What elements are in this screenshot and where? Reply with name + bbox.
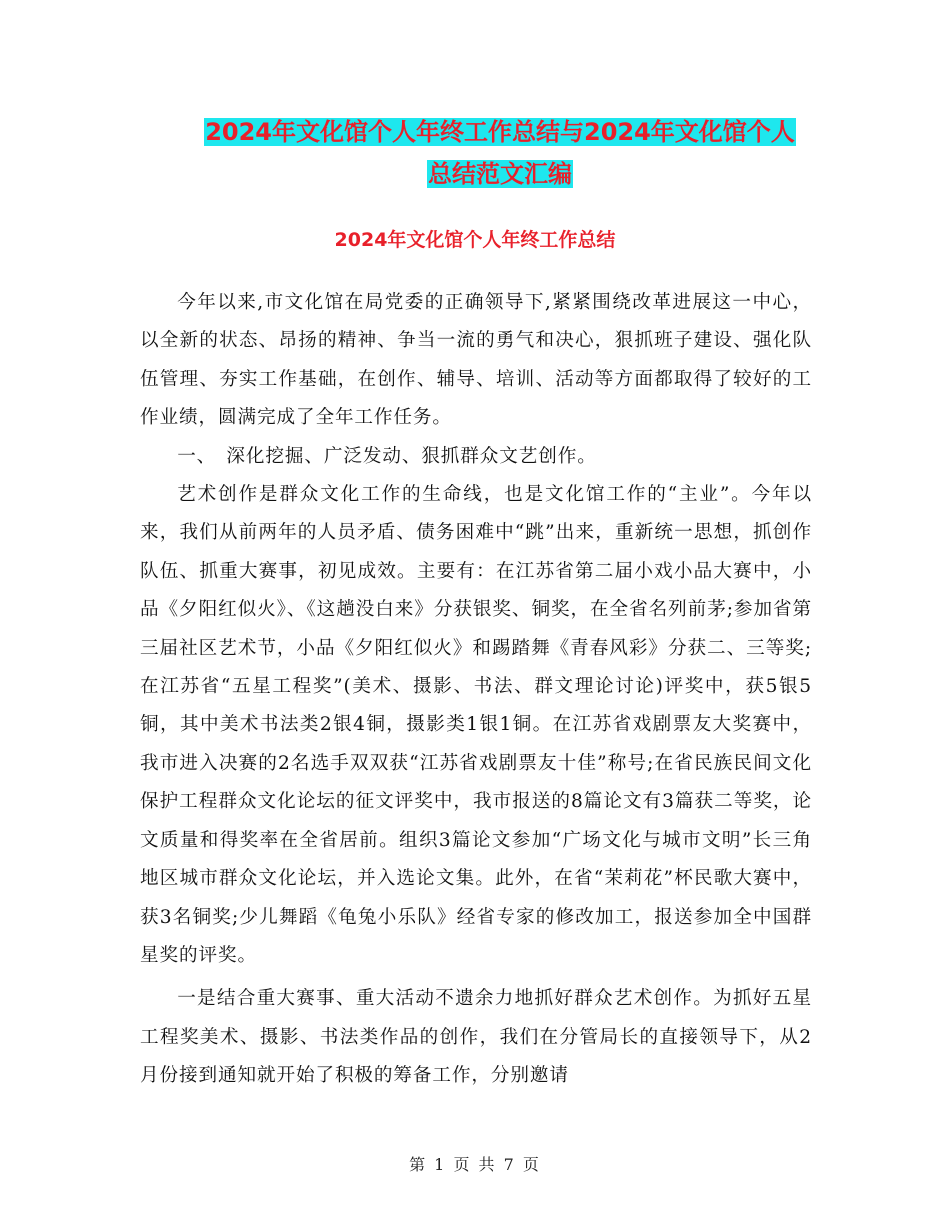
paragraph-point-1: 一是结合重大赛事、重大活动不遗余力地抓好群众艺术创作。为抓好五星工程奖美术、摄影、书法类作品的创作，我们在分管局长的直接领导下，从2月份接到通知就开始了积极的筹备工作，分别邀请 bbox=[140, 988, 812, 1087]
document-body bbox=[140, 284, 812, 1096]
document-title-line-2-text: 总结范文汇编 bbox=[428, 160, 572, 188]
document-title-line-1-text: 2024年文化馆个人年终工作总结与2024年文化馆个人 bbox=[205, 118, 795, 146]
page-footer: 第 1 页 共 7 页 bbox=[409, 1155, 541, 1174]
document-title-line-1 bbox=[140, 108, 860, 156]
paragraph-art-creation: 艺术创作是群众文化工作的生命线，也是文化馆工作的“主业”。今年以来，我们从前两年的人员矛盾、债务困难中“跳”出来，重新统一思想，抓创作队伍、抓重大赛事，初见成效。主要有：在江苏省第二届小戏小品大赛中，小品《夕阳红似火》、《这趟没白来》分获银奖、铜奖，在全省名列前茅;参加省第三届社区艺术节，小品《夕阳红似火》和踢踏舞《青春风彩》分获二、三等奖;在江苏省“五星工程奖”(美术、摄影、书法、群文理论讨论)评奖中，获5银5铜，其中美术书法类2银4铜，摄影类1银1铜。在江苏省戏剧票友大奖赛中，我市进入决赛的2名选手双双获“江苏省戏剧票友十佳”称号;在省民族民间文化保护工程群众文化论坛的征文评奖中，我市报送的8篇论文有3篇获二等奖，论文质量和得奖率在全省居前。组织3篇论文参加“广场文化与城市文明”长三角地区城市群众文化论坛，并入选论文集。此外，在省“茉莉花”杯民歌大赛中，获3名铜奖;少儿舞蹈《龟兔小乐队》经省专家的修改加工，报送参加全中国群星奖的评奖。 bbox=[140, 484, 812, 966]
document-title-line-2 bbox=[140, 150, 860, 198]
section-title: 2024年文化馆个人年终工作总结 bbox=[334, 229, 616, 251]
paragraph-heading-1: 一、 深化挖掘、广泛发动、狠抓群众文艺创作。 bbox=[177, 445, 597, 467]
paragraph-intro: 今年以来,市文化馆在局党委的正确领导下,紧紧围绕改革进展这一中心，以全新的状态、昂扬的精神、争当一流的勇气和决心，狠抓班子建设、强化队伍管理、夯实工作基础，在创作、辅导、培训、活动等方面都取得了较好的工作业绩，圆满完成了全年工作任务。 bbox=[140, 292, 812, 429]
